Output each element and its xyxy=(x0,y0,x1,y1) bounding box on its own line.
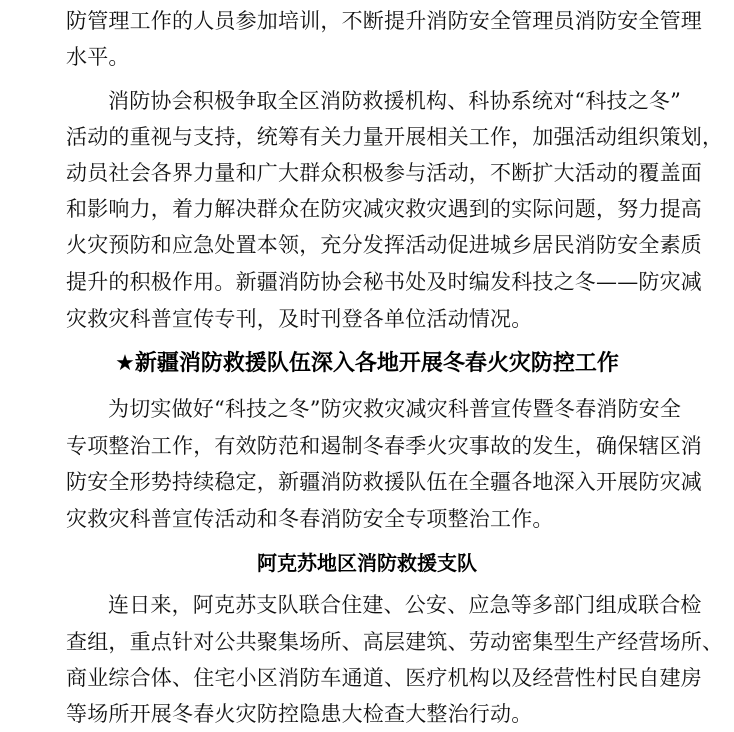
paragraph-3-line-3: 防安全形势持续稳定，新疆消防救援队伍在全疆各地深入开展防灾减 xyxy=(66,470,702,494)
paragraph-2-line-7: 灾救灾科普宣传专刊，及时刊登各单位活动情况。 xyxy=(66,307,533,331)
paragraph-2-line-2: 活动的重视与支持，统筹有关力量开展相关工作，加强活动组织策划， xyxy=(66,125,724,149)
paragraph-1-line-1: 防管理工作的人员参加培训，不断提升消防安全管理员消防安全管理 xyxy=(66,9,702,33)
paragraph-3-line-4: 灾救灾科普宣传活动和冬春消防安全专项整治工作。 xyxy=(66,507,554,531)
paragraph-2-line-6: 提升的积极作用。新疆消防协会秘书处及时编发科技之冬——防灾减 xyxy=(66,270,702,294)
paragraph-1-line-2: 水平。 xyxy=(66,45,130,69)
section-heading: ★新疆消防救援队伍深入各地开展冬春火灾防控工作 xyxy=(115,351,619,376)
paragraph-3-line-1: 为切实做好“科技之冬”防灾救灾减灾科普宣传暨冬春消防安全 xyxy=(108,397,682,421)
paragraph-2-line-1: 消防协会积极争取全区消防救援机构、科协系统对“科技之冬” xyxy=(108,89,682,113)
sub-heading: 阿克苏地区消防救援支队 xyxy=(257,551,477,575)
paragraph-2-line-5: 火灾预防和应急处置本领，充分发挥活动促进城乡居民消防安全素质 xyxy=(66,233,702,257)
paragraph-4-line-4: 等场所开展冬春火灾防控隐患大检查大整治行动。 xyxy=(66,702,533,726)
paragraph-2-line-3: 动员社会各界力量和广大群众积极参与活动，不断扩大活动的覆盖面 xyxy=(66,161,702,185)
paragraph-4-line-2: 查组，重点针对公共聚集场所、高层建筑、劳动密集型生产经营场所、 xyxy=(66,630,724,654)
paragraph-4-line-3: 商业综合体、住宅小区消防车通道、医疗机构以及经营性村民自建房 xyxy=(66,666,702,690)
paragraph-3-line-2: 专项整治工作，有效防范和遏制冬春季火灾事故的发生，确保辖区消 xyxy=(66,434,702,458)
paragraph-2-line-4: 和影响力，着力解决群众在防灾减灾救灾遇到的实际问题，努力提高 xyxy=(66,197,702,221)
paragraph-4-line-1: 连日来，阿克苏支队联合住建、公安、应急等多部门组成联合检 xyxy=(108,593,702,617)
